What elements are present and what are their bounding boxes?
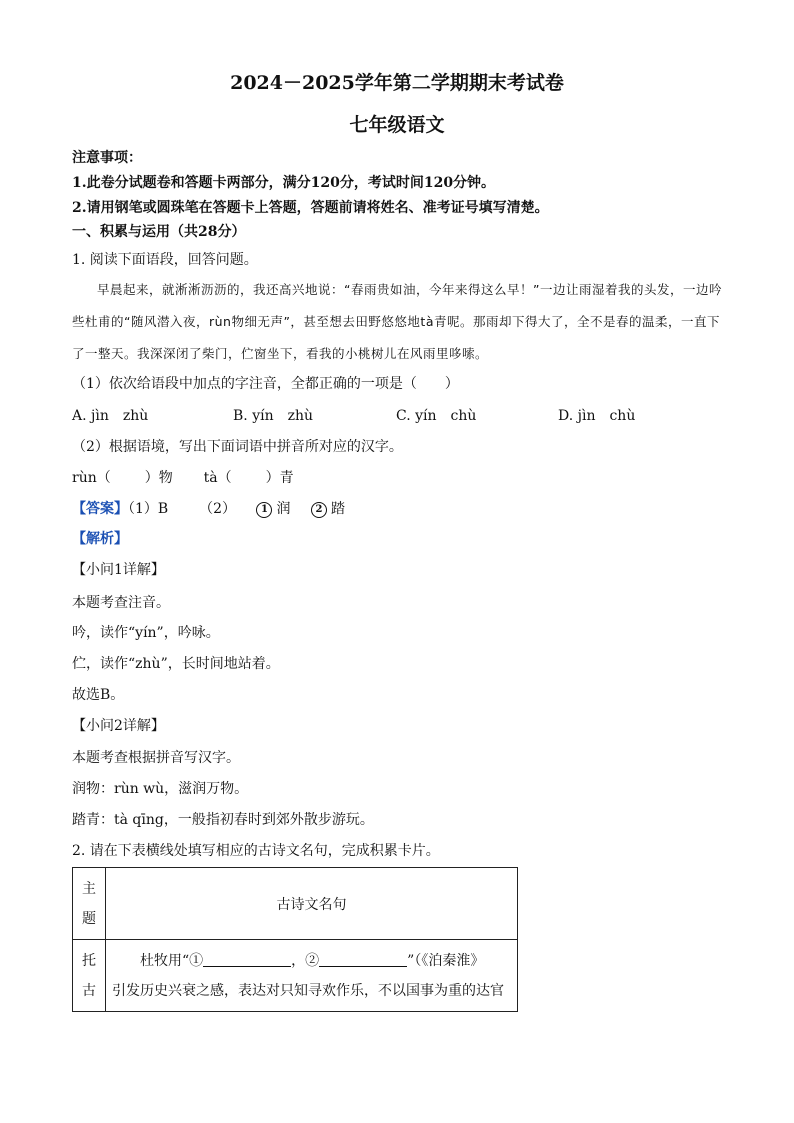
word-1: ）物: [144, 470, 173, 486]
sub-1-heading: 【小问1详解】: [72, 562, 165, 578]
option-b: B. yín zhù: [233, 408, 314, 424]
pinyin-line: [72, 468, 294, 488]
analysis-line: 故选B。: [72, 687, 125, 703]
analysis-line: 伫，读作“zhù”，长时间地站着。: [72, 656, 280, 672]
notice-item-2: 2.请用钢笔或圆珠笔在答题卡上答题，答题前请将姓名、准考证号填写清楚。: [72, 200, 549, 216]
reading-passage: 早晨起来，就淅淅沥沥的，我还高兴地说：“春雨贵如油，今年来得这么早！”一边让雨湿着我的头发，一边吟些杜甫的“随风潜入夜，rùn物细无声”，甚至想去田野悠悠地tà青呢。那雨却下得大了，全不是春的温柔，一直下了一整天。我深深闭了柴门，伫窗坐下，看我的小桃树儿在风雨里哆嗦。: [72, 282, 722, 361]
answer-label: 【答案】: [72, 501, 128, 517]
table-header-quote: 古诗文名句: [106, 868, 518, 940]
fill-blank-1[interactable]: [203, 952, 291, 967]
analysis-label: 【解析】: [72, 531, 128, 547]
pinyin-1: rùn（: [72, 470, 111, 486]
exam-title: 2024－2025学年第二学期期末考试卷: [230, 72, 564, 94]
answer-char-2: 踏: [330, 501, 345, 517]
answer-char-1: 润: [276, 501, 291, 517]
word-2: ）青: [265, 470, 294, 486]
analysis-line: 吟，读作“yín”，吟咏。: [72, 625, 220, 641]
circled-number-2: 2: [311, 502, 327, 518]
question-1-sub-2: （2）根据语境，写出下面词语中拼音所对应的汉字。: [72, 439, 403, 455]
question-1-stem: 1. 阅读下面语段，回答问题。: [72, 252, 258, 268]
option-a: A. jìn zhù: [72, 408, 149, 424]
table-row-theme: 托古: [73, 940, 106, 1012]
analysis-line: 本题考查根据拼音写汉字。: [72, 750, 240, 766]
pinyin-2: tà（: [203, 470, 232, 486]
notice-heading: 注意事项：: [72, 150, 142, 166]
answer-line: [72, 499, 345, 519]
circled-number-1: 1: [256, 502, 272, 518]
option-c: C. yín chù: [396, 408, 477, 424]
question-1-sub-1: （1）依次给语段中加点的字注音，全都正确的一项是（ ）: [72, 376, 459, 392]
analysis-line: 踏青：tà qīng，一般指初春时到郊外散步游玩。: [72, 812, 374, 828]
analysis-line: 润物：rùn wù，滋润万物。: [72, 781, 249, 797]
section-1-heading: 一、积累与运用（共28分）: [72, 224, 246, 240]
accumulation-card-table: [72, 867, 518, 1012]
analysis-line: 本题考查注音。: [72, 595, 170, 611]
table-row-content: 杜牧用“① ，② ”（《泊秦淮》 引发历史兴衰之感，表达对只知寻欢作乐，不以国事为重的达官: [106, 940, 518, 1012]
fill-blank-2[interactable]: [319, 952, 407, 967]
sub-2-heading: 【小问2详解】: [72, 718, 165, 734]
answer-part-2: （2）: [199, 501, 237, 517]
option-d: D. jìn chù: [558, 408, 636, 424]
answer-part-1: （1）B: [128, 501, 169, 517]
question-2-stem: 2. 请在下表横线处填写相应的古诗文名句，完成积累卡片。: [72, 843, 440, 859]
table-header-theme: 主题: [73, 868, 106, 940]
exam-subtitle: 七年级语文: [349, 114, 445, 136]
notice-item-1: 1.此卷分试题卷和答题卡两部分，满分120分，考试时间120分钟。: [72, 175, 496, 191]
